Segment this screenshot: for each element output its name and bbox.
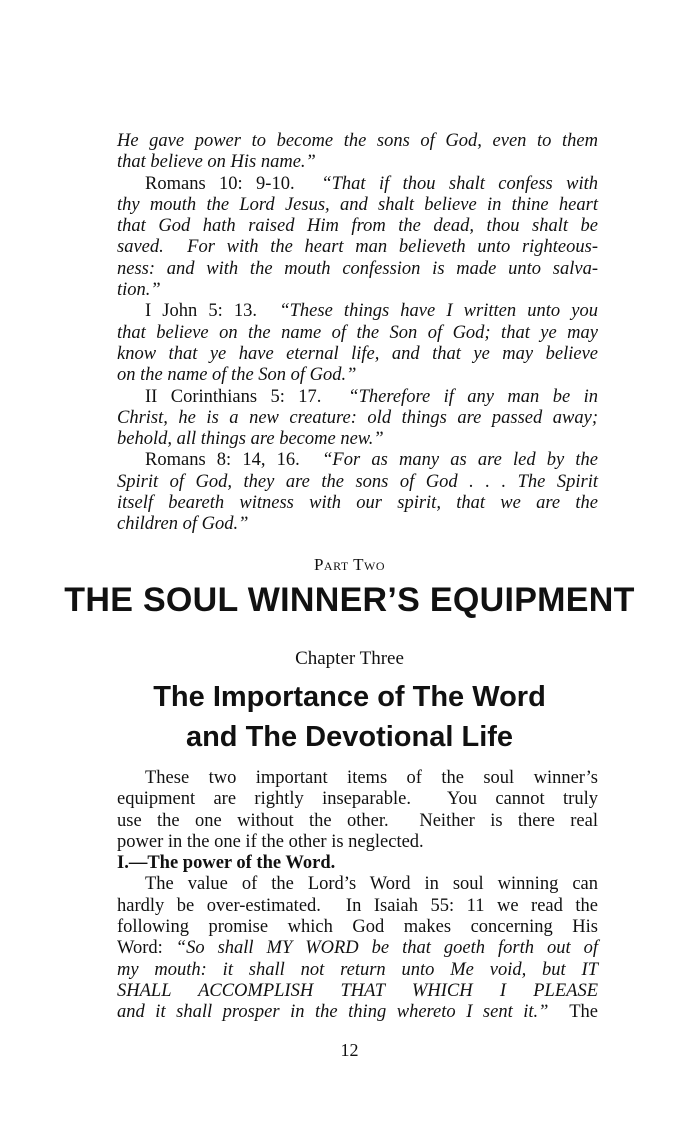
text-line <box>117 259 598 280</box>
text-segment: “That if thou shalt confess with <box>321 173 598 194</box>
text-segment: Spirit of God, they are the sons of God . . . The Spirit <box>117 471 598 492</box>
text-segment: The <box>548 1002 598 1023</box>
text-line <box>117 280 598 301</box>
text-segment: and it shall prosper in the thing whereto I sent it.” <box>117 1002 549 1023</box>
text-segment: II Corinthians 5: 17. <box>145 386 349 407</box>
text-segment: Christ, he is a new creature: old things are passed away; <box>117 407 598 428</box>
text-segment: I John 5: 13. <box>145 301 280 322</box>
text-segment: know that ye have eternal life, and that ye may believe <box>117 343 598 364</box>
text-line <box>117 789 598 810</box>
text-line <box>117 344 598 365</box>
text-segment: Romans 8: 14, 16. <box>145 450 323 471</box>
text-segment: following promise which God makes concerning His <box>117 917 598 938</box>
text-line <box>117 853 598 874</box>
text-line <box>117 832 598 853</box>
text-line <box>117 514 598 535</box>
chapter-label: Chapter Three <box>295 648 404 669</box>
text-segment: equipment are rightly inseparable. You cannot truly <box>117 789 598 810</box>
part-label-text: Part Two <box>313 555 386 574</box>
text-line <box>117 408 598 429</box>
text-line <box>117 429 598 450</box>
text-segment: that believe on the name of the Son of God; that ye may <box>117 322 598 343</box>
text-segment: my mouth: it shall not return unto Me void, but IT <box>117 959 598 980</box>
text-segment: on the name of the Son of God.” <box>117 365 357 386</box>
text-segment: that God hath raised Him from the dead, thou shalt be <box>117 216 598 237</box>
text-segment: “So shall MY WORD be that goeth forth out of <box>175 938 599 959</box>
text-line <box>117 195 598 216</box>
text-segment: “Therefore if any man be in <box>348 386 598 407</box>
text-segment: “For as many as are led by the <box>322 450 598 471</box>
text-line <box>117 1002 598 1023</box>
text-segment: The value of the Lord’s Word in soul winning can <box>145 874 598 895</box>
text-line <box>117 896 598 917</box>
scripture-quotes <box>117 131 598 536</box>
text-segment: power in the one if the other is neglected. <box>117 831 424 852</box>
text-segment: ness: and with the mouth confession is made unto salva- <box>117 258 598 279</box>
text-line <box>117 323 598 344</box>
text-segment: use the one without the other. Neither is there real <box>117 810 598 831</box>
chapter-title-line: The Importance of The Word <box>153 681 546 713</box>
part-title: THE SOUL WINNER’S EQUIPMENT <box>64 581 635 619</box>
text-line <box>117 131 598 152</box>
text-line <box>117 301 598 322</box>
text-segment: “These things have I written unto you <box>279 301 598 322</box>
text-line <box>117 768 598 789</box>
chapter-title <box>0 677 699 757</box>
text-segment: that believe on His name.” <box>117 152 316 173</box>
text-segment: tion.” <box>117 280 161 301</box>
text-line <box>117 237 598 258</box>
text-segment: itself beareth witness with our spirit, that we are the <box>117 493 598 514</box>
text-line <box>117 216 598 237</box>
text-line <box>117 174 598 195</box>
chapter-title-line: and The Devotional Life <box>185 721 514 753</box>
text-line <box>117 917 598 938</box>
text-segment: SHALL ACCOMPLISH THAT WHICH I PLEASE <box>117 980 598 1001</box>
text-segment: saved. For with the heart man believeth unto righteous- <box>117 237 598 258</box>
text-line <box>117 811 598 832</box>
text-line <box>117 387 598 408</box>
text-segment: Word: <box>117 938 176 959</box>
page-number: 12 <box>340 1040 359 1060</box>
text-segment: These two important items of the soul winner’s <box>145 768 598 788</box>
text-segment: behold, all things are become new.” <box>117 429 384 450</box>
text-line <box>117 938 598 959</box>
text-segment: He gave power to become the sons of God, even to them <box>117 131 598 151</box>
text-segment: Romans 10: 9-10. <box>145 173 322 194</box>
text-line <box>117 493 598 514</box>
body-text <box>117 768 598 1024</box>
text-line <box>117 152 598 173</box>
text-line <box>117 874 598 895</box>
text-line <box>117 472 598 493</box>
text-segment: thy mouth the Lord Jesus, and shalt believe in thine heart <box>117 194 598 215</box>
text-line <box>117 981 598 1002</box>
text-segment: children of God.” <box>117 514 249 535</box>
text-line <box>117 365 598 386</box>
text-line <box>117 450 598 471</box>
part-label <box>0 555 699 575</box>
text-segment: hardly be over-estimated. In Isaiah 55: 11 we read the <box>117 895 598 916</box>
text-segment: I.—The power of the Word. <box>117 853 336 874</box>
text-line <box>117 960 598 981</box>
